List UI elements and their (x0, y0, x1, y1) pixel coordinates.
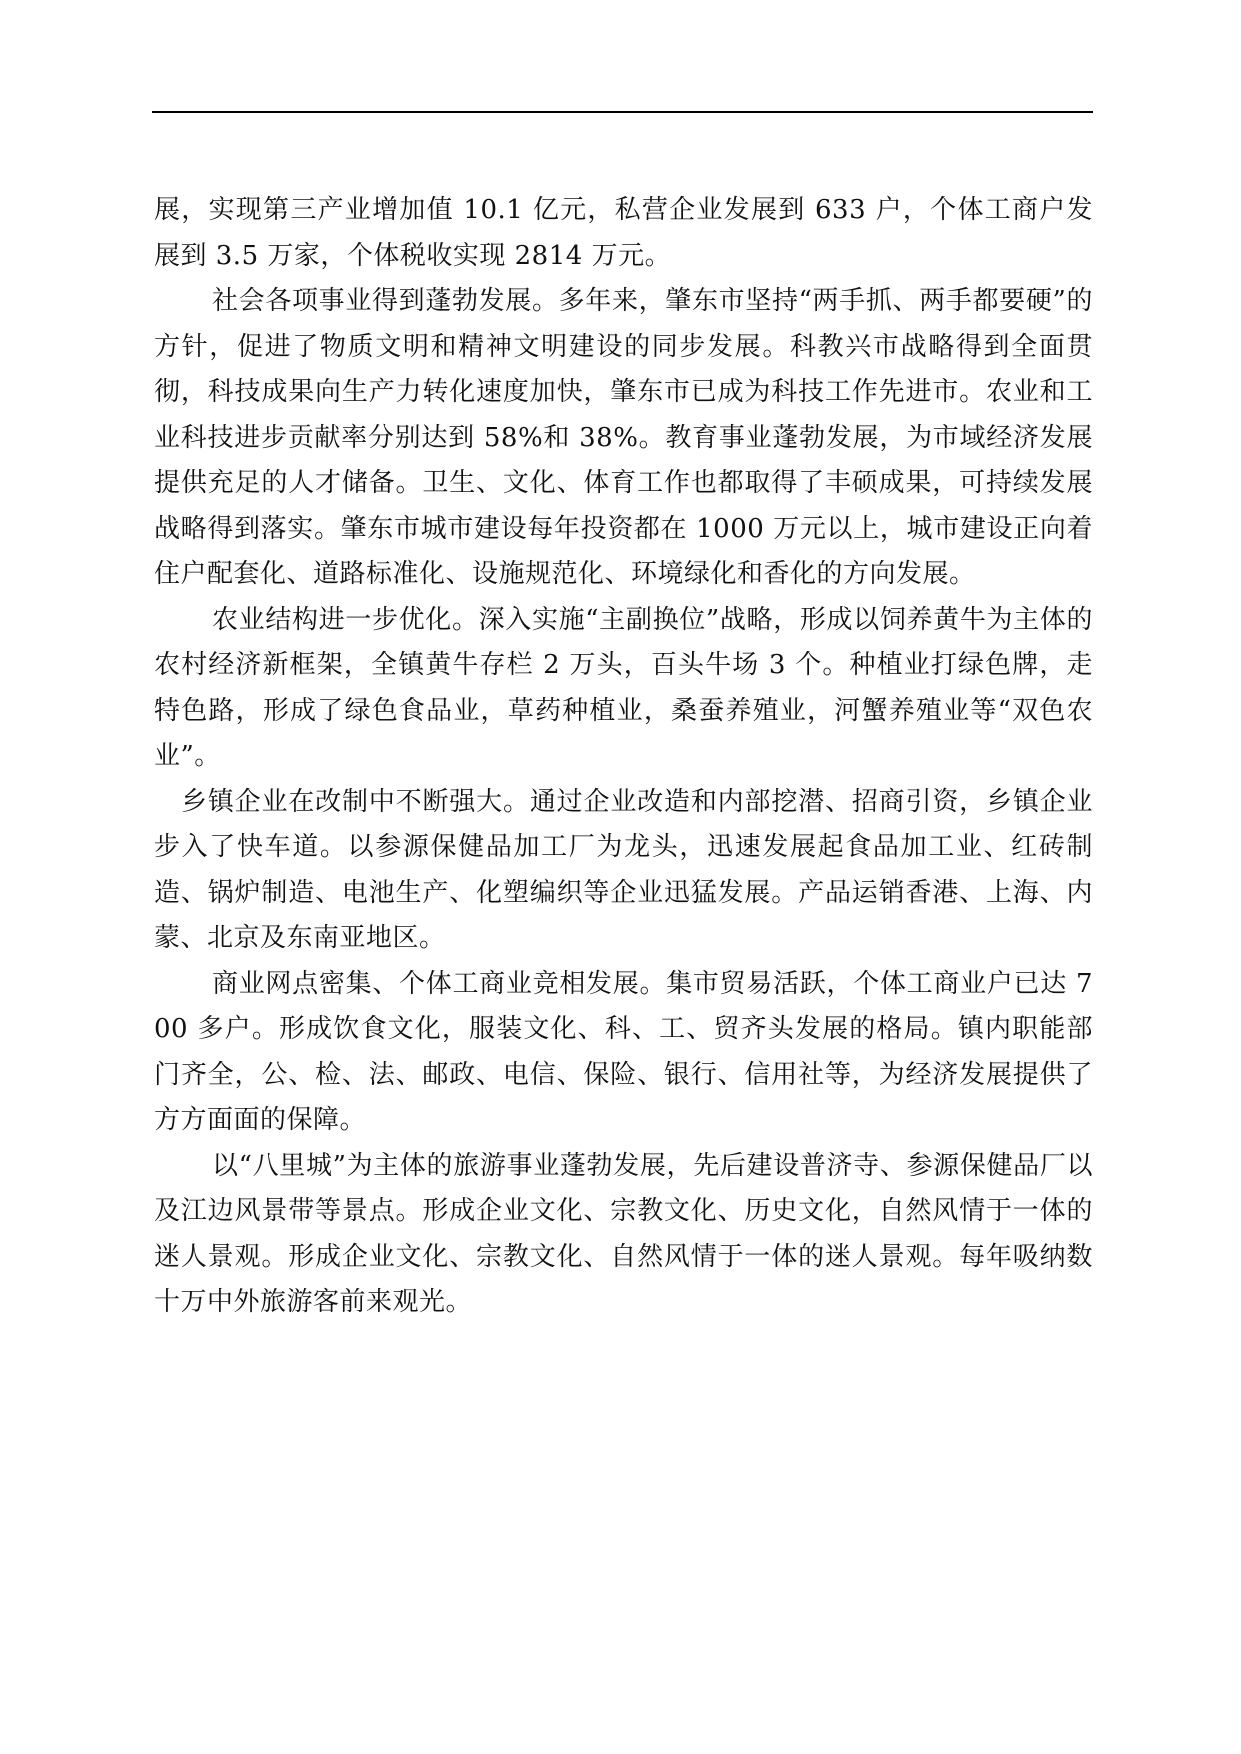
paragraph-township-enterprises: 乡镇企业在改制中不断强大。通过企业改造和内部挖潜、招商引资，乡镇企业步入了快车道。以参源保健品加工厂为龙头，迅速发展起食品加工业、红砖制造、锅炉制造、电池生产、化塑编织等企业迅猛发展。产品运销香港、上海、内蒙、北京及东南亚地区。 (154, 786, 1093, 953)
header-rule (152, 111, 1093, 113)
document-body (154, 188, 1093, 1326)
paragraph-commerce: 商业网点密集、个体工商业竞相发展。集市贸易活跃，个体工商业户已达 700 多户。形成饮食文化，服装文化、科、工、贸齐头发展的格局。镇内职能部门齐全，公、检、法、邮政、电信、保险、银行、信用社等，为经济发展提供了方方面面的保障。 (154, 968, 1093, 1135)
paragraph-tourism: 以“八里城”为主体的旅游事业蓬勃发展，先后建设普济寺、参源保健品厂以及江边风景带等景点。形成企业文化、宗教文化、历史文化，自然风情于一体的迷人景观。形成企业文化、宗教文化、自然风情于一体的迷人景观。每年吸纳数十万中外旅游客前来观光。 (154, 1150, 1093, 1317)
paragraph-social-development: 社会各项事业得到蓬勃发展。多年来，肇东市坚持“两手抓、两手都要硬”的方针，促进了物质文明和精神文明建设的同步发展。科教兴市战略得到全面贯彻，科技成果向生产力转化速度加快，肇东市已成为科技工作先进市。农业和工业科技进步贡献率分别达到 58%和 38%。教育事业蓬勃发展，为市域经济发展提供充足的人才储备。卫生、文化、体育工作也都取得了丰硕成果，可持续发展战略得到落实。肇东市城市建设每年投资都在 1000 万元以上，城市建设正向着住户配套化、道路标准化、设施规范化、环境绿化和香化的方向发展。 (154, 286, 1093, 589)
paragraph-agriculture: 农业结构进一步优化。深入实施“主副换位”战略，形成以饲养黄牛为主体的农村经济新框架，全镇黄牛存栏 2 万头，百头牛场 3 个。种植业打绿色牌，走特色路，形成了绿色食品业，草药种植业，桑蚕养殖业，河蟹养殖业等“双色农业”。 (154, 604, 1093, 771)
paragraph-tertiary-industry: 展，实现第三产业增加值 10.1 亿元，私营企业发展到 633 户，个体工商户发展到 3.5 万家，个体税收实现 2814 万元。 (154, 195, 1093, 271)
